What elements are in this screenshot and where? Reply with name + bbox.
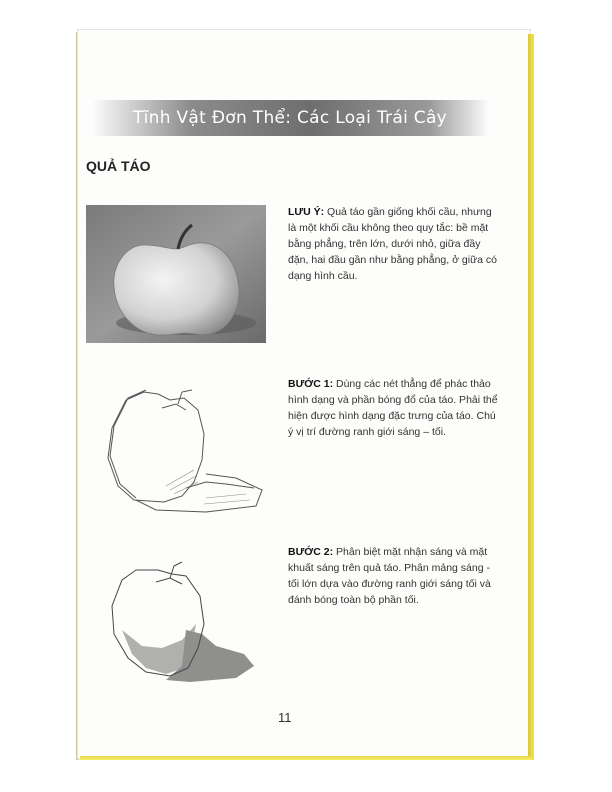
step2-shading: [122, 624, 254, 682]
step1-sketch: [86, 378, 266, 516]
note-label: LƯU Ý:: [288, 206, 325, 218]
step2-sketch: [86, 550, 266, 688]
apple-body: [114, 243, 239, 335]
page-right-edge: [528, 34, 534, 760]
apple-photo: [86, 205, 266, 343]
note-text: Quả táo gần giống khối cầu, nhưng là một khối cầu không theo quy tắc: bề mặt bằng phẳng, trên lớn, dưới nhỏ, giữa đầy đặn, hai đầu gần như bằng phẳng, ở giữa có dạng hình cầu.: [288, 206, 497, 282]
step1-block: [288, 376, 498, 440]
step1-hatching: [166, 470, 250, 504]
section-title: QUẢ TÁO: [86, 158, 151, 174]
step1-label: BƯỚC 1:: [288, 378, 334, 390]
step2-text: Phân biệt mặt nhận sáng và mặt khuất sáng trên quả táo. Phân mảng sáng - tối lớn dựa vào đường ranh giới sáng tối và đánh bóng toàn bộ phần tối.: [288, 546, 491, 606]
step2-block: [288, 544, 498, 608]
note-block: [288, 204, 498, 284]
step1-outline: [108, 390, 262, 512]
page-number: 11: [278, 710, 292, 725]
step2-label: BƯỚC 2:: [288, 546, 334, 558]
chapter-title: Tĩnh Vật Đơn Thể: Các Loại Trái Cây: [132, 108, 448, 128]
step1-text: Dùng các nét thẳng để phác thảo hình dạng và phần bóng đổ của táo. Phải thể hiện được hình dạng đặc trưng của táo. Chú ý vị trí đường ranh giới sáng – tối.: [288, 378, 498, 438]
page-bottom-edge: [80, 756, 532, 760]
chapter-banner: [90, 100, 490, 136]
